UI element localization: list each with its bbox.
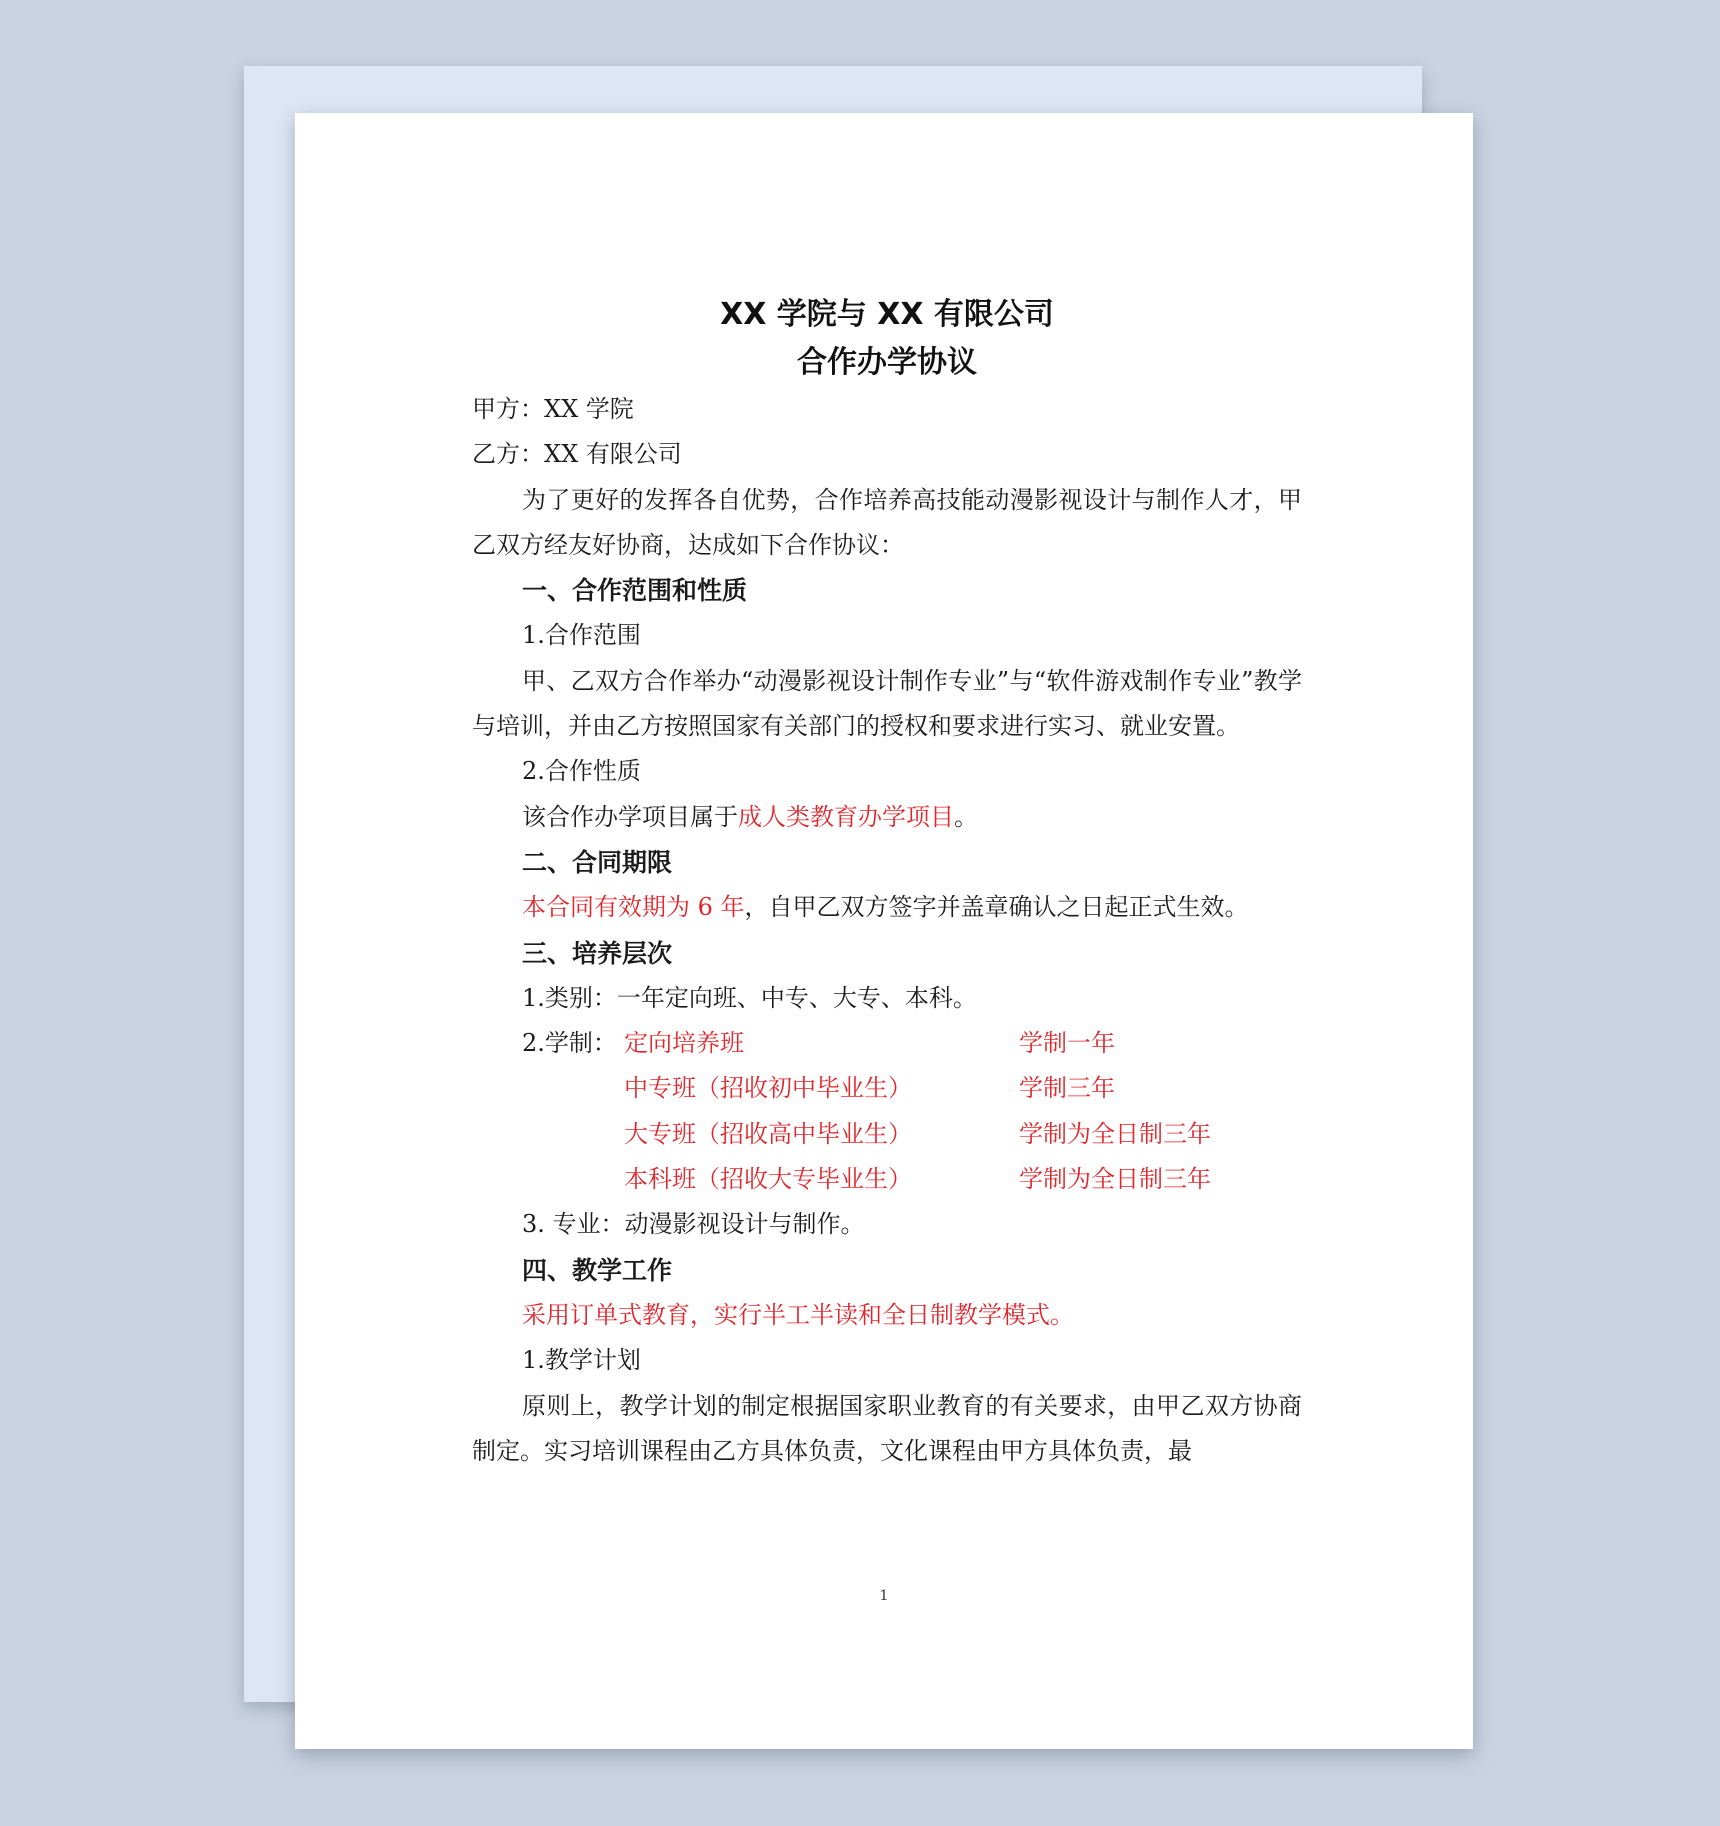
section-2-text — [472, 885, 1302, 930]
section-1-sub-1: 1.合作范围 — [522, 621, 641, 650]
term-highlight: 本合同有效期为 6 年 — [522, 893, 745, 922]
term-rest: ，自甲乙双方签字并盖章确认之日起正式生效。 — [744, 893, 1249, 922]
party-a: 甲方：XX 学院 — [472, 395, 634, 423]
section-1-heading: 一、合作范围和性质 — [522, 576, 748, 606]
party-b: 乙方：XX 有限公司 — [472, 440, 682, 469]
nature-highlight: 成人类教育办学项目 — [738, 802, 954, 831]
nature-suffix: 。 — [954, 802, 978, 831]
class-term: 学制三年 — [1019, 1074, 1115, 1103]
class-name: 定向培养班 — [624, 1029, 744, 1058]
system-row — [472, 1021, 1302, 1066]
system-label: 2.学制： — [522, 1029, 617, 1058]
section-3-heading: 三、培养层次 — [522, 938, 673, 968]
section-2-heading: 二、合同期限 — [522, 847, 673, 877]
section-4-sub-1-text: 原则上，教学计划的制定根据国家职业教育的有关要求，由甲乙双方协商制定。实习培训课程由乙方具体负责，文化课程由甲方具体负责，最 — [472, 1391, 1302, 1465]
class-name: 本科班（招收大专毕业生） — [624, 1165, 912, 1194]
section-1-sub-1-text: 甲、乙双方合作举办“动漫影视设计制作专业”与“软件游戏制作专业”教学与培训，并由乙方按照国家有关部门的授权和要求进行实习、就业安置。 — [472, 666, 1302, 741]
section-3-major: 3. 专业：动漫影视设计与制作。 — [522, 1210, 865, 1239]
system-row — [472, 1066, 1302, 1111]
title-line-2: 合作办学协议 — [797, 345, 977, 380]
section-1-sub-2: 2.合作性质 — [522, 757, 641, 786]
section-3-category: 1.类别：一年定向班、中专、大专、本科。 — [522, 983, 977, 1012]
class-name: 大专班（招收高中毕业生） — [624, 1119, 912, 1148]
intro-paragraph: 为了更好的发挥各自优势，合作培养高技能动漫影视设计与制作人才，甲乙双方经友好协商，达成如下合作协议： — [472, 485, 1302, 559]
class-term: 学制一年 — [1019, 1029, 1115, 1058]
section-4-mode: 采用订单式教育，实行半工半读和全日制教学模式。 — [522, 1300, 1074, 1329]
title-line-1: XX 学院与 XX 有限公司 — [720, 297, 1054, 332]
class-term: 学制为全日制三年 — [1019, 1165, 1211, 1194]
document-page — [295, 113, 1473, 1749]
section-1-sub-2-text — [472, 795, 1302, 840]
section-4-heading: 四、教学工作 — [522, 1255, 673, 1285]
section-4-sub-1: 1.教学计划 — [522, 1346, 641, 1375]
document-content — [472, 291, 1302, 1474]
nature-prefix: 该合作办学项目属于 — [522, 802, 738, 831]
system-row — [472, 1157, 1302, 1202]
class-name: 中专班（招收初中毕业生） — [624, 1074, 912, 1103]
page-number: 1 — [879, 1588, 889, 1604]
system-row — [472, 1112, 1302, 1157]
class-term: 学制为全日制三年 — [1019, 1119, 1211, 1148]
